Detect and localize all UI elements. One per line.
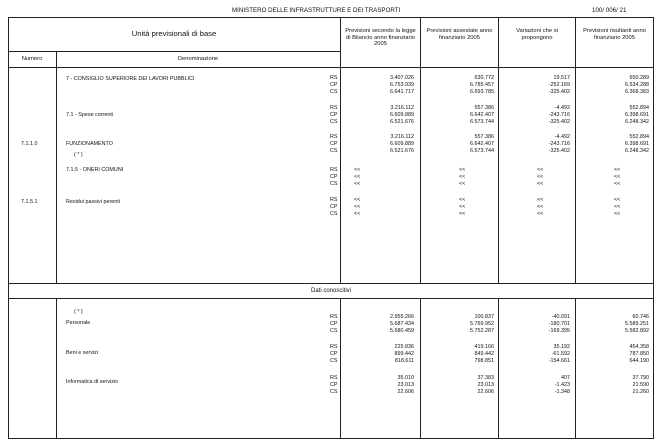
value: 6.521.676 [390, 119, 414, 126]
value: << [459, 174, 466, 181]
value: 2.955.266 [390, 314, 414, 320]
col-assestate [424, 344, 494, 366]
value: 407 [561, 375, 570, 381]
col-risultanti [579, 105, 649, 127]
value: << [537, 181, 544, 188]
col-variazioni [502, 134, 570, 156]
value: 818.611 [394, 358, 414, 365]
code-cs: CS [330, 358, 338, 365]
value: 3.216.112 [390, 134, 414, 140]
value: -325.402 [548, 89, 570, 96]
col-variazioni [502, 344, 570, 366]
row-codes [330, 134, 338, 156]
value: 419.166 [474, 344, 494, 350]
value: << [459, 197, 466, 203]
col-assestate [424, 75, 494, 97]
code-cs: CS [330, 89, 338, 96]
value: -1.423 [554, 382, 570, 389]
value: << [614, 174, 621, 181]
col-assestate [424, 105, 494, 127]
col-risultanti [579, 75, 649, 97]
value: -325.402 [548, 148, 570, 155]
code-rs: RS [330, 314, 338, 320]
col-legge [354, 167, 360, 189]
col-variazioni [502, 75, 570, 97]
value: -252.169 [548, 82, 570, 89]
code-rs: RS [330, 344, 338, 350]
code-cs: CS [330, 389, 338, 396]
value: 899.442 [394, 351, 414, 358]
value: -4.492 [554, 105, 570, 111]
col-risultanti [579, 375, 649, 397]
row-label: 7.1.5 - ONERI COMUNI [66, 167, 124, 173]
value: 3.216.112 [390, 105, 414, 111]
value: 798.851 [474, 358, 494, 365]
row-label: 7.1 - Spese correnti [66, 112, 114, 118]
value: << [354, 211, 361, 218]
value: << [354, 181, 361, 188]
row-label: Residui passivi perenti [66, 199, 120, 205]
code-cp: CP [330, 112, 338, 119]
code-rs: RS [330, 105, 338, 111]
note-marker: ( * ) [74, 309, 83, 315]
value: 787.850 [629, 351, 649, 358]
code-cp: CP [330, 382, 338, 389]
value: 5.680.459 [390, 328, 414, 335]
row-codes [330, 375, 338, 397]
row-codes [330, 314, 338, 336]
value: << [354, 167, 361, 173]
value: 6.785.457 [470, 82, 494, 89]
row-label: Personale [66, 320, 91, 326]
code-cp: CP [330, 141, 338, 148]
value: << [459, 181, 466, 188]
value: << [614, 197, 621, 203]
value: 5.687.434 [390, 321, 414, 328]
value: -243.716 [548, 112, 570, 119]
row-codes [330, 197, 338, 219]
value: << [537, 174, 544, 181]
value: 21.590 [632, 382, 649, 389]
value: 6.398.691 [625, 112, 649, 119]
value: << [459, 204, 466, 211]
value: 5.582.892 [625, 328, 649, 335]
code-cp: CP [330, 321, 338, 328]
col-variazioni [537, 167, 543, 189]
row-note-marker: ( * ) [74, 152, 83, 158]
value: 849.442 [474, 351, 494, 358]
value: 6.693.785 [470, 89, 494, 96]
col-variazioni [537, 197, 543, 219]
header-previsioni-assestate: Previsioni assestate anno finanziario 2005 [426, 28, 493, 41]
col-risultanti [614, 167, 620, 189]
row-codes [330, 167, 338, 189]
value: 23.013 [477, 382, 494, 389]
value: 22.606 [477, 389, 494, 396]
col-variazioni [502, 314, 570, 336]
value: << [537, 211, 544, 218]
value: << [614, 181, 621, 188]
header-denominazione: Denominazione [177, 56, 219, 62]
value: 630.772 [474, 75, 494, 81]
col-legge [344, 344, 414, 366]
value: 23.013 [397, 382, 414, 389]
value: << [537, 204, 544, 211]
value: 650.289 [629, 75, 649, 81]
col-legge [344, 375, 414, 397]
section-title-dati-conoscitivi: Dati conoscitivi [310, 288, 351, 294]
col-legge [344, 75, 414, 97]
row-number: 7.1.5.1 [21, 199, 38, 205]
value: 6.398.691 [625, 141, 649, 148]
value: 5.752.287 [470, 328, 494, 335]
row-codes [330, 105, 338, 127]
value: << [614, 204, 621, 211]
col-variazioni [502, 105, 570, 127]
value: 225.836 [394, 344, 414, 350]
code-rs: RS [330, 197, 338, 203]
col-assestate [424, 314, 494, 336]
code-cp: CP [330, 174, 338, 181]
value: 6.753.939 [390, 82, 414, 89]
value: << [354, 174, 361, 181]
col-risultanti [579, 134, 649, 156]
value: 6.534.288 [625, 82, 649, 89]
value: << [354, 197, 361, 203]
code-cs: CS [330, 181, 338, 188]
value: 22.606 [397, 389, 414, 396]
header-previsioni-legge: Previsioni secondo la legge di Bilancio anno finanziario 2005 [345, 28, 416, 48]
value: 6.641.717 [390, 89, 414, 96]
row-label: Beni e servizi [66, 350, 99, 356]
value: 5.769.952 [470, 321, 494, 328]
value: 6.521.676 [390, 148, 414, 155]
code-rs: RS [330, 134, 338, 140]
value: 6.573.744 [470, 148, 494, 155]
col-risultanti [579, 344, 649, 366]
value: 35.010 [397, 375, 414, 381]
value: 6.609.889 [390, 141, 414, 148]
value: 6.642.407 [470, 141, 494, 148]
value: -180.701 [548, 321, 570, 328]
header-unita: Unità previsionali di base [131, 29, 217, 38]
col-legge [354, 197, 360, 219]
value: 60.746 [632, 314, 649, 320]
row-label: Informatica di servizio [66, 379, 119, 385]
value: 6.573.744 [470, 119, 494, 126]
row-label: 7 - CONSIGLIO SUPERIORE DEI LAVORI PUBBLICI [66, 76, 195, 82]
value: 3.407.026 [390, 75, 414, 81]
col-variazioni [502, 375, 570, 397]
value: 644.190 [629, 358, 649, 365]
value: -154.661 [548, 358, 570, 365]
code-cs: CS [330, 328, 338, 335]
value: << [614, 211, 621, 218]
value: -325.402 [548, 119, 570, 126]
code-cp: CP [330, 204, 338, 211]
row-codes [330, 344, 338, 366]
value: -40.091 [551, 314, 570, 320]
value: 5.589.251 [625, 321, 649, 328]
col-assestate [459, 197, 465, 219]
value: << [614, 167, 621, 173]
value: 552.894 [629, 105, 649, 111]
value: -1.348 [554, 389, 570, 396]
col-assestate [459, 167, 465, 189]
value: 35.192 [553, 344, 570, 350]
value: 557.386 [474, 134, 494, 140]
code-rs: RS [330, 167, 338, 173]
value: -169.395 [548, 328, 570, 335]
ministry-title: MINISTERO DELLE INFRASTRUTTURE E DEI TRASPORTI [232, 7, 401, 14]
code-cp: CP [330, 82, 338, 89]
value: << [459, 211, 466, 218]
code-rs: RS [330, 75, 338, 81]
value: 19.517 [553, 75, 570, 81]
row-number: 7.1.1.0 [21, 141, 38, 147]
code-rs: RS [330, 375, 338, 381]
row-label: FUNZIONAMENTO [66, 141, 113, 147]
code-cs: CS [330, 211, 338, 218]
page-code: 100/ 006/ 21 [592, 7, 627, 14]
value: << [537, 167, 544, 173]
value: 6.368.383 [625, 89, 649, 96]
col-legge [344, 314, 414, 336]
col-risultanti [579, 314, 649, 336]
value: 37.790 [632, 375, 649, 381]
code-cs: CS [330, 119, 338, 126]
value: << [354, 204, 361, 211]
value: 21.260 [632, 389, 649, 396]
code-cp: CP [330, 351, 338, 358]
value: << [459, 167, 466, 173]
value: -61.592 [551, 351, 570, 358]
value: 6.248.342 [625, 119, 649, 126]
col-assestate [424, 375, 494, 397]
col-legge [344, 134, 414, 156]
value: 6.248.342 [625, 148, 649, 155]
header-variazioni: Variazioni che si propongono [516, 28, 558, 41]
value: 552.894 [629, 134, 649, 140]
value: -243.716 [548, 141, 570, 148]
col-assestate [424, 134, 494, 156]
value: 6.609.889 [390, 112, 414, 119]
value: 454.358 [629, 344, 649, 350]
value: 100.837 [474, 314, 494, 320]
col-risultanti [614, 197, 620, 219]
value: 37.383 [477, 375, 494, 381]
col-legge [344, 105, 414, 127]
code-cs: CS [330, 148, 338, 155]
value: 557.386 [474, 105, 494, 111]
value: -4.492 [554, 134, 570, 140]
value: 6.642.407 [470, 112, 494, 119]
header-numero: Numero [21, 56, 43, 62]
value: << [537, 197, 544, 203]
row-codes [330, 75, 338, 97]
header-previsioni-risultanti: Previsioni risultanti anno finanziario 2005 [583, 28, 646, 41]
